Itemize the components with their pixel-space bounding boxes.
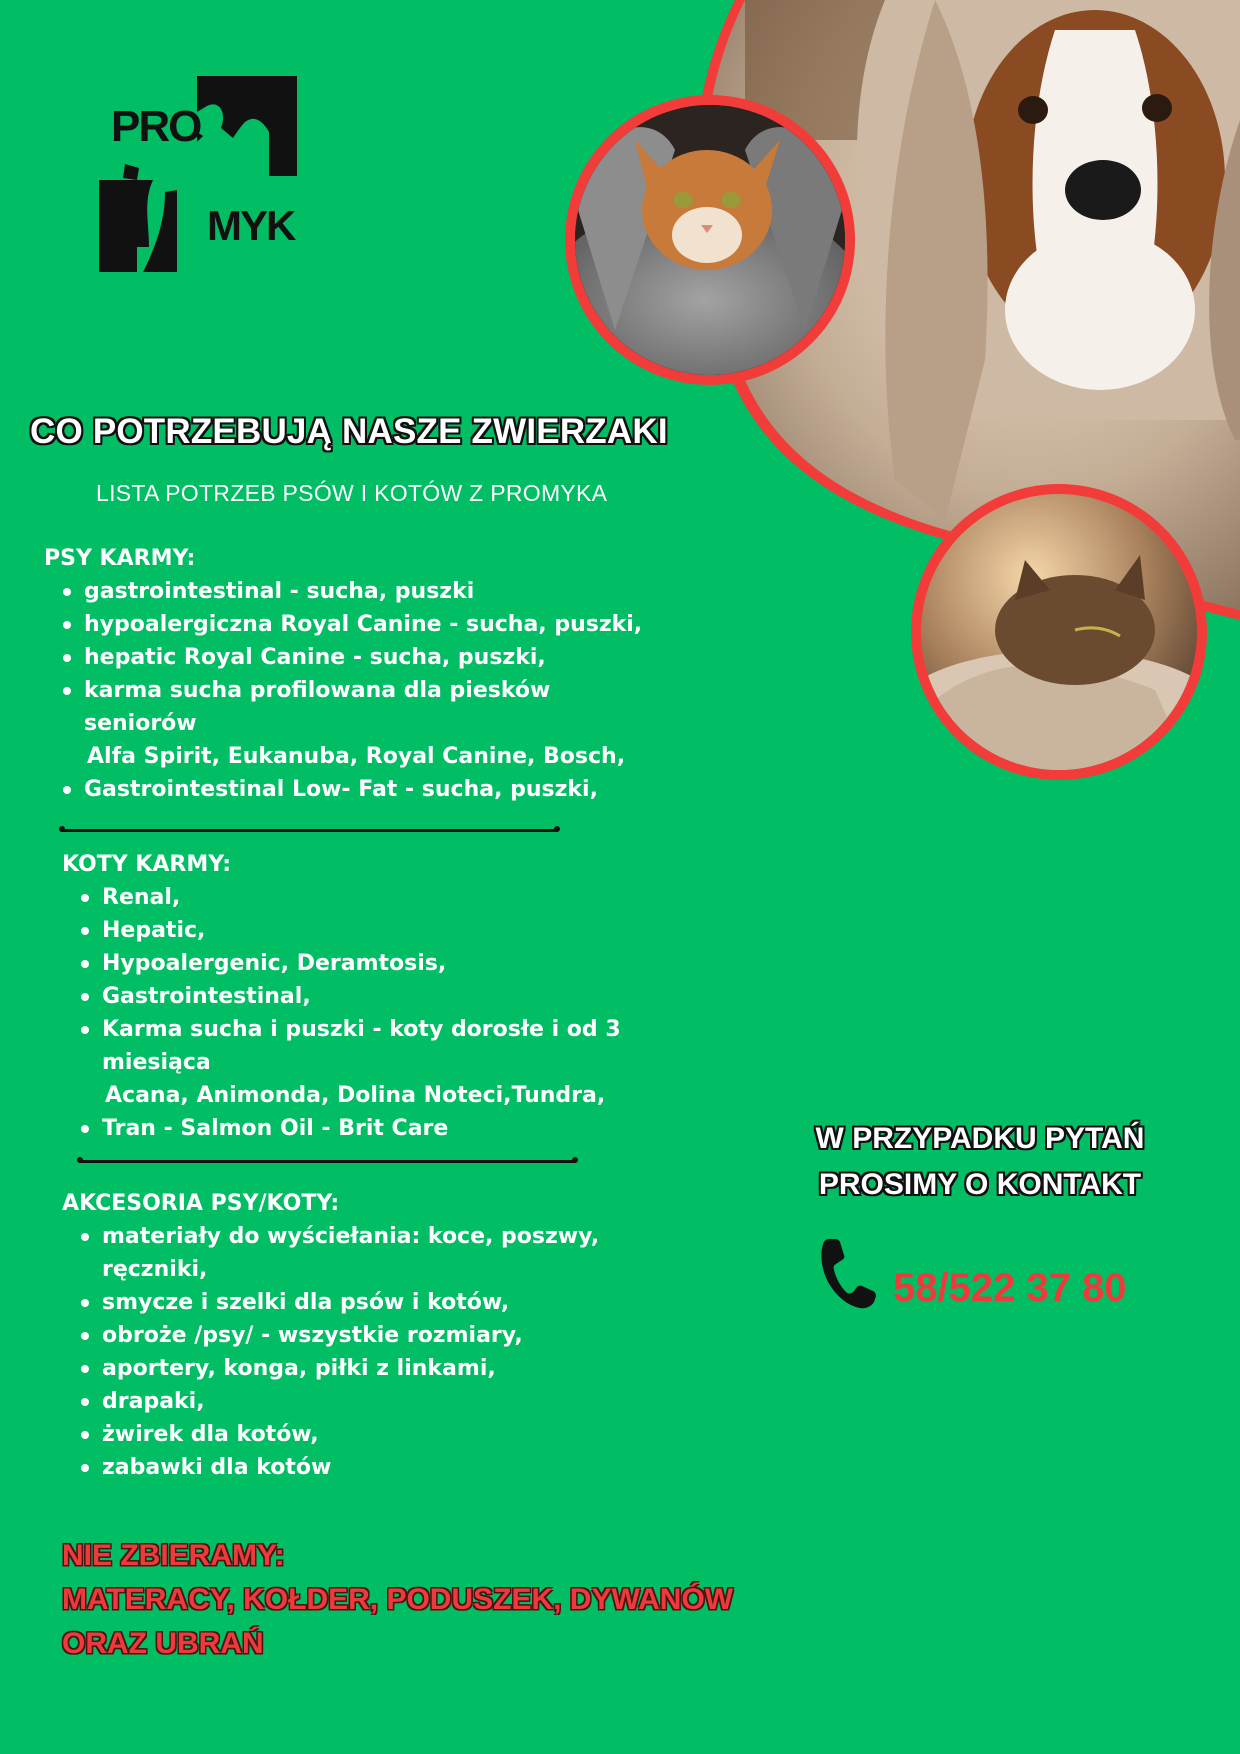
list-item: obroże /psy/ - wszystkie rozmiary,: [62, 1319, 662, 1352]
list-item: Gastrointestinal Low- Fat - sucha, puszki,: [44, 773, 644, 806]
logo-text-pro: PRO: [111, 102, 201, 151]
list-item: zabawki dla kotów: [62, 1451, 662, 1484]
list-item: żwirek dla kotów,: [62, 1418, 662, 1451]
section-heading-accessories: AKCESORIA PSY/KOTY:: [62, 1191, 340, 1216]
list-item: Karma sucha i puszki - koty dorosłe i od 3: [62, 1013, 662, 1046]
phone-icon: [818, 1232, 880, 1310]
section-cat-food: [62, 848, 662, 1145]
contact-prompt: [790, 1116, 1170, 1208]
notice-heading: NIE ZBIERAMY:: [62, 1539, 285, 1572]
list-item: aportery, konga, piłki z linkami,: [62, 1352, 662, 1385]
section-divider: [80, 1160, 575, 1163]
page-title: CO POTRZEBUJĄ NASZE ZWIERZAKI: [30, 412, 668, 451]
promyk-logo: [95, 72, 305, 282]
section-dog-food: [44, 542, 644, 806]
notice-line: ORAZ UBRAŃ: [62, 1627, 264, 1660]
list-item: smycze i szelki dla psów i kotów,: [62, 1286, 662, 1319]
list-item-continuation: seniorów: [84, 711, 197, 736]
page-subtitle: LISTA POTRZEB PSÓW I KOTÓW Z PROMYKA: [96, 480, 608, 506]
list-item: Hepatic,: [62, 914, 662, 947]
list-item-brands: Acana, Animonda, Dolina Noteci,Tundra,: [105, 1083, 606, 1108]
section-heading-dog-food: PSY KARMY:: [44, 546, 196, 571]
list-item: Hypoalergenic, Deramtosis,: [62, 947, 662, 980]
section-heading-cat-food: KOTY KARMY:: [62, 852, 232, 877]
list-item: materiały do wyściełania: koce, poszwy,: [62, 1220, 662, 1253]
list-item: Renal,: [62, 881, 662, 914]
list-item: drapaki,: [62, 1385, 662, 1418]
dog-food-list: [44, 575, 644, 806]
phone-number[interactable]: 58/522 37 80: [893, 1266, 1127, 1310]
notice-line: MATERACY, KOŁDER, PODUSZEK, DYWANÓW: [62, 1583, 734, 1616]
contact-line: W PRZYPADKU PYTAŃ: [815, 1122, 1145, 1155]
logo-text-myk: MYK: [207, 202, 295, 249]
accessories-list: [62, 1220, 662, 1484]
contact-line: PROSIMY O KONTAKT: [818, 1168, 1142, 1201]
not-collected-notice: [62, 1534, 782, 1666]
section-accessories: [62, 1187, 662, 1484]
list-item-continuation: miesiąca: [102, 1050, 211, 1075]
list-item: karma sucha profilowana dla piesków: [44, 674, 644, 707]
list-item: hepatic Royal Canine - sucha, puszki,: [44, 641, 644, 674]
photo-cluster: [555, 0, 1240, 790]
list-item: gastrointestinal - sucha, puszki: [44, 575, 644, 608]
list-item: Tran - Salmon Oil - Brit Care: [62, 1112, 662, 1145]
list-item: Gastrointestinal,: [62, 980, 662, 1013]
list-item-continuation: ręczniki,: [102, 1257, 208, 1282]
section-divider: [62, 829, 557, 832]
cat-food-list: [62, 881, 662, 1145]
list-item-brands: Alfa Spirit, Eukanuba, Royal Canine, Bosch,: [87, 744, 626, 769]
list-item: hypoalergiczna Royal Canine - sucha, puszki,: [44, 608, 644, 641]
